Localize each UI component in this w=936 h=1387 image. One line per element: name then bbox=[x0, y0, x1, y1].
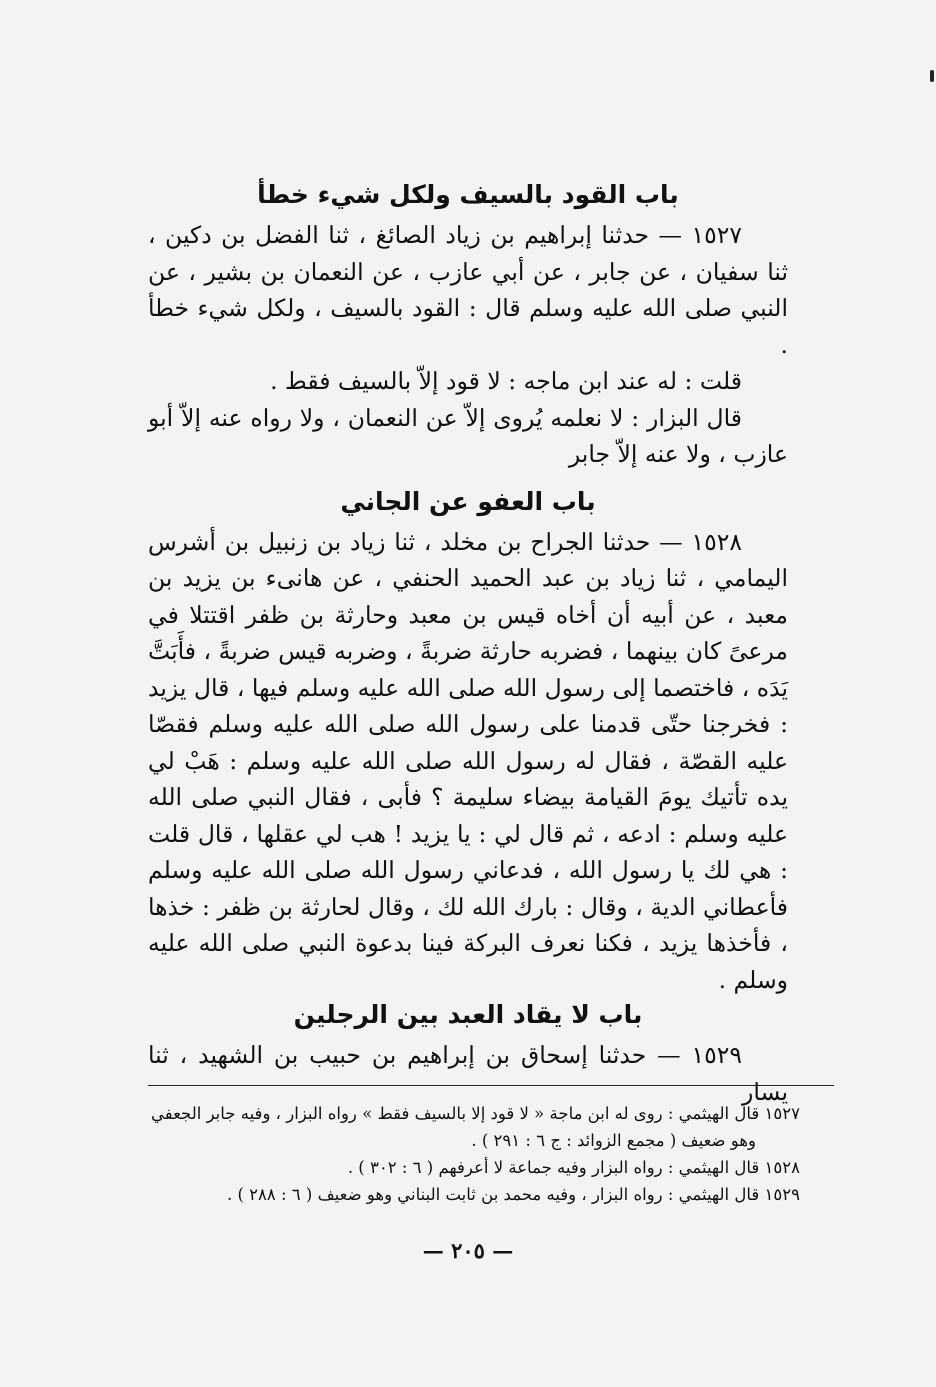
footnote-1527: ١٥٢٧ قال الهيثمي : روى له ابن ماجة « لا قود إلا بالسيف فقط » رواه البزار ، وفيه جابر الجعفي وهو ضعيف ( مجمع الزوائد : ج ٦ : ٢٩١ ) . bbox=[151, 1104, 800, 1150]
section-heading-afw: باب العفو عن الجاني bbox=[340, 486, 596, 516]
section-heading-abd: باب لا يقاد العبد بين الرجلين bbox=[293, 1000, 643, 1029]
section-heading-qawad: باب القود بالسيف ولكل شيء خطأ bbox=[257, 180, 679, 209]
page-number: — ٢٠٥ — bbox=[422, 1238, 514, 1263]
scan-edge-mark bbox=[930, 70, 934, 82]
hadith-1527: ١٥٢٧ — حدثنا إبراهيم بن زياد الصائغ ، ثنا الفضل بن دكين ، ثنا سفيان ، عن جابر ، عن أبي عازب ، عن النعمان بن بشير ، عن النبي صلى الله عليه وسلم قال : القود بالسيف ، ولكل شيء خطأ . bbox=[148, 221, 788, 359]
bazzar-note-1527: قال البزار : لا نعلمه يُروى إلاّ عن النعمان ، ولا رواه عنه إلاّ أبو عازب ، ولا عنه إلاّ جابر bbox=[148, 403, 788, 468]
hadith-1528: ١٥٢٨ — حدثنا الجراح بن مخلد ، ثنا زياد بن زنبيل بن أشرس اليمامي ، ثنا زياد بن عبد الحميد الحنفي ، عن هانىء بن يزيد بن معبد ، عن أبيه أن أخاه قيس بن معبد وحارثة بن ظفر اقتتلا في مرعىً كان بينهما ، فضربه حارثة ضربةً ، وضربه قيس ضربةً ، فأَبَتَّ يَدَه ، فاختصما إلى رسول الله صلى الله عليه وسلم فيها ، قال يزيد : فخرجنا حتّى قدمنا على رسول الله صلى الله عليه وسلم فقصّا عليه القصّة ، فقال له رسول الله صلى الله عليه وسلم : هَبْ لي يده تأتيك يومَ القيامة بيضاء سليمة ؟ فأبى ، فقال النبي صلى الله عليه وسلم : ادعه ، ثم قال لي : يا يزيد ! هب لي عقلها ، قال قلت : هي لك يا رسول الله ، فدعاني رسول الله صلى الله عليه وسلم فأعطاني الدية ، وقال : بارك الله لك ، وقال لحارثة بن ظفر : خذها ، فأخذها يزيد ، فكنا نعرف البركة فينا بدعوة النبي صلى الله عليه وسلم . bbox=[148, 527, 788, 994]
footnote-1528: ١٥٢٨ قال الهيثمي : رواه البزار وفيه جماعة لا أعرفهم ( ٦ : ٣٠٢ ) . bbox=[347, 1158, 800, 1177]
footnotes bbox=[148, 1100, 800, 1208]
footnote-1529: ١٥٢٩ قال الهيثمي : رواه البزار ، وفيه محمد بن ثابت البناني وهو ضعيف ( ٦ : ٢٨٨ ) . bbox=[226, 1185, 800, 1204]
footnote-divider bbox=[148, 1085, 834, 1086]
author-note-1527: قلت : له عند ابن ماجه : لا قود إلاّ بالسيف فقط . bbox=[270, 367, 742, 395]
hadith-1529: ١٥٢٩ — حدثنا إسحاق بن إبراهيم بن حبيب بن الشهيد ، ثنا يسار bbox=[148, 1041, 788, 1106]
book-page-body bbox=[148, 180, 788, 1110]
